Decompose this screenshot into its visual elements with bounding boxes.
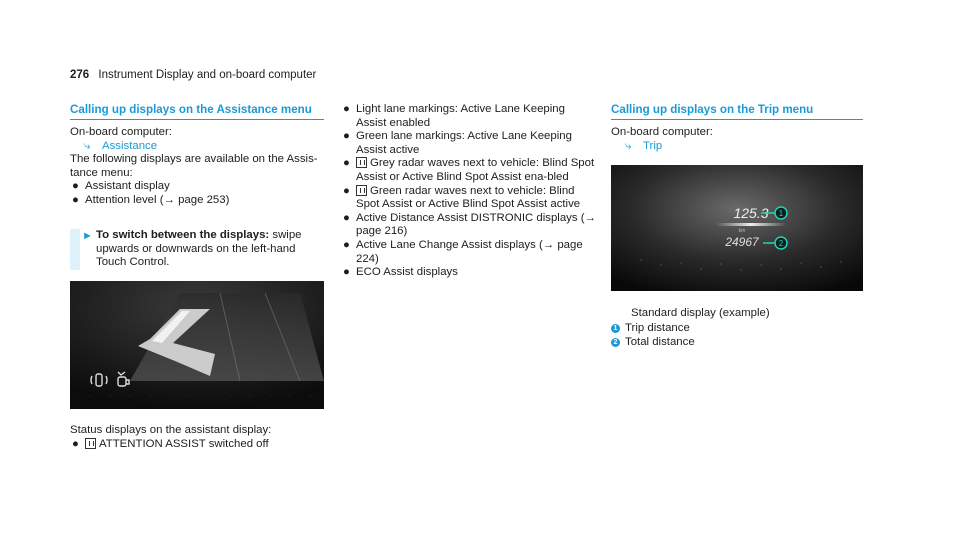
- bullet-icon: ●: [343, 103, 350, 115]
- menu-arrow-icon: ⤷: [84, 139, 91, 152]
- assistant-display-graphic: [70, 281, 324, 409]
- trip-body: [611, 126, 867, 153]
- legend-number: 2: [611, 338, 620, 347]
- running-header: [70, 69, 316, 83]
- trip-distance-value: 125.3: [733, 205, 769, 221]
- svg-text:1: 1: [778, 209, 784, 218]
- list-item: ● Active Lane Change Assist displays (→ page 224): [343, 238, 583, 265]
- blind-spot-grey-icon: [356, 157, 367, 168]
- list-item: ● ECO Assist displays: [343, 266, 458, 279]
- trip-heading: Calling up displays on the Trip menu: [611, 103, 814, 116]
- list-item: ● Green lane markings: Active Lane Keeping Assist active: [343, 130, 572, 156]
- trip-display-graphic: [611, 165, 863, 291]
- total-distance-value: 24967: [725, 235, 759, 249]
- heading-rule: [611, 119, 863, 120]
- page-number: 276: [70, 69, 90, 81]
- menu-path-label: On-board computer:: [611, 126, 713, 138]
- bullet-icon: ●: [72, 180, 79, 193]
- heading-rule: [70, 119, 324, 120]
- intro-text: The following displays are available on the Assis-tance menu:: [70, 153, 318, 179]
- svg-text:2: 2: [778, 239, 784, 248]
- instruction-step: [70, 229, 324, 270]
- chapter-title: Instrument Display and on-board computer: [98, 69, 317, 81]
- legend-item: 2 Total distance: [611, 336, 867, 350]
- bullet-icon: ●: [343, 238, 350, 251]
- attention-assist-off-icon: [85, 438, 96, 449]
- list-item: ● Assistant display: [72, 180, 170, 193]
- legend-item: 1 Trip distance: [611, 322, 867, 336]
- menu-path-label: On-board computer:: [70, 126, 172, 138]
- blind-spot-green-icon: [356, 185, 367, 196]
- step-label: To switch between the displays:: [96, 229, 270, 241]
- trip-display-image: [611, 165, 863, 291]
- assistance-heading: Calling up displays on the Assistance menu: [70, 103, 312, 116]
- list-item: ● Attention level (→ page 253): [72, 193, 230, 206]
- bullet-icon: ●: [343, 130, 350, 143]
- assistance-list: [70, 180, 324, 207]
- bullet-icon: ●: [343, 211, 350, 224]
- image-caption: Standard display (example): [631, 307, 770, 319]
- status-list: [70, 438, 324, 452]
- unit-label: km: [738, 228, 746, 234]
- menu-path: [611, 140, 867, 154]
- list-item: ● Light lane markings: Active Lane Keeping Assist enabled: [343, 103, 565, 129]
- step-arrow-icon: ►: [82, 230, 93, 242]
- assistance-body: [70, 126, 324, 208]
- step-text: swipe upwards or downwards on the left-hand Touch Control.: [96, 229, 302, 269]
- legend: [611, 322, 867, 349]
- list-item: ● Green radar waves next to vehicle: Blind Spot Assist or Active Blind Spot Assist active: [343, 184, 581, 211]
- bullet-icon: ●: [343, 157, 350, 170]
- list-item: ● Active Distance Assist DISTRONIC displays (→ page 216): [343, 211, 596, 238]
- menu-path-item: Trip: [643, 139, 663, 152]
- menu-path: [70, 140, 324, 154]
- legend-number: 1: [611, 324, 620, 333]
- status-list-continued: [341, 103, 597, 280]
- list-item: ● ATTENTION ASSIST switched off: [72, 438, 269, 450]
- menu-arrow-icon: ⤷: [625, 139, 632, 152]
- bullet-icon: ●: [72, 438, 79, 450]
- bullet-icon: ●: [343, 266, 350, 279]
- assistant-display-image: [70, 281, 324, 409]
- status-intro: Status displays on the assistant display:: [70, 424, 272, 436]
- menu-path-item: Assistance: [102, 139, 158, 152]
- bullet-icon: ●: [72, 193, 79, 206]
- bullet-icon: ●: [343, 184, 350, 197]
- list-item: ● Grey radar waves next to vehicle: Blind Spot Assist or Active Blind Spot Assist ena-bled: [343, 157, 595, 183]
